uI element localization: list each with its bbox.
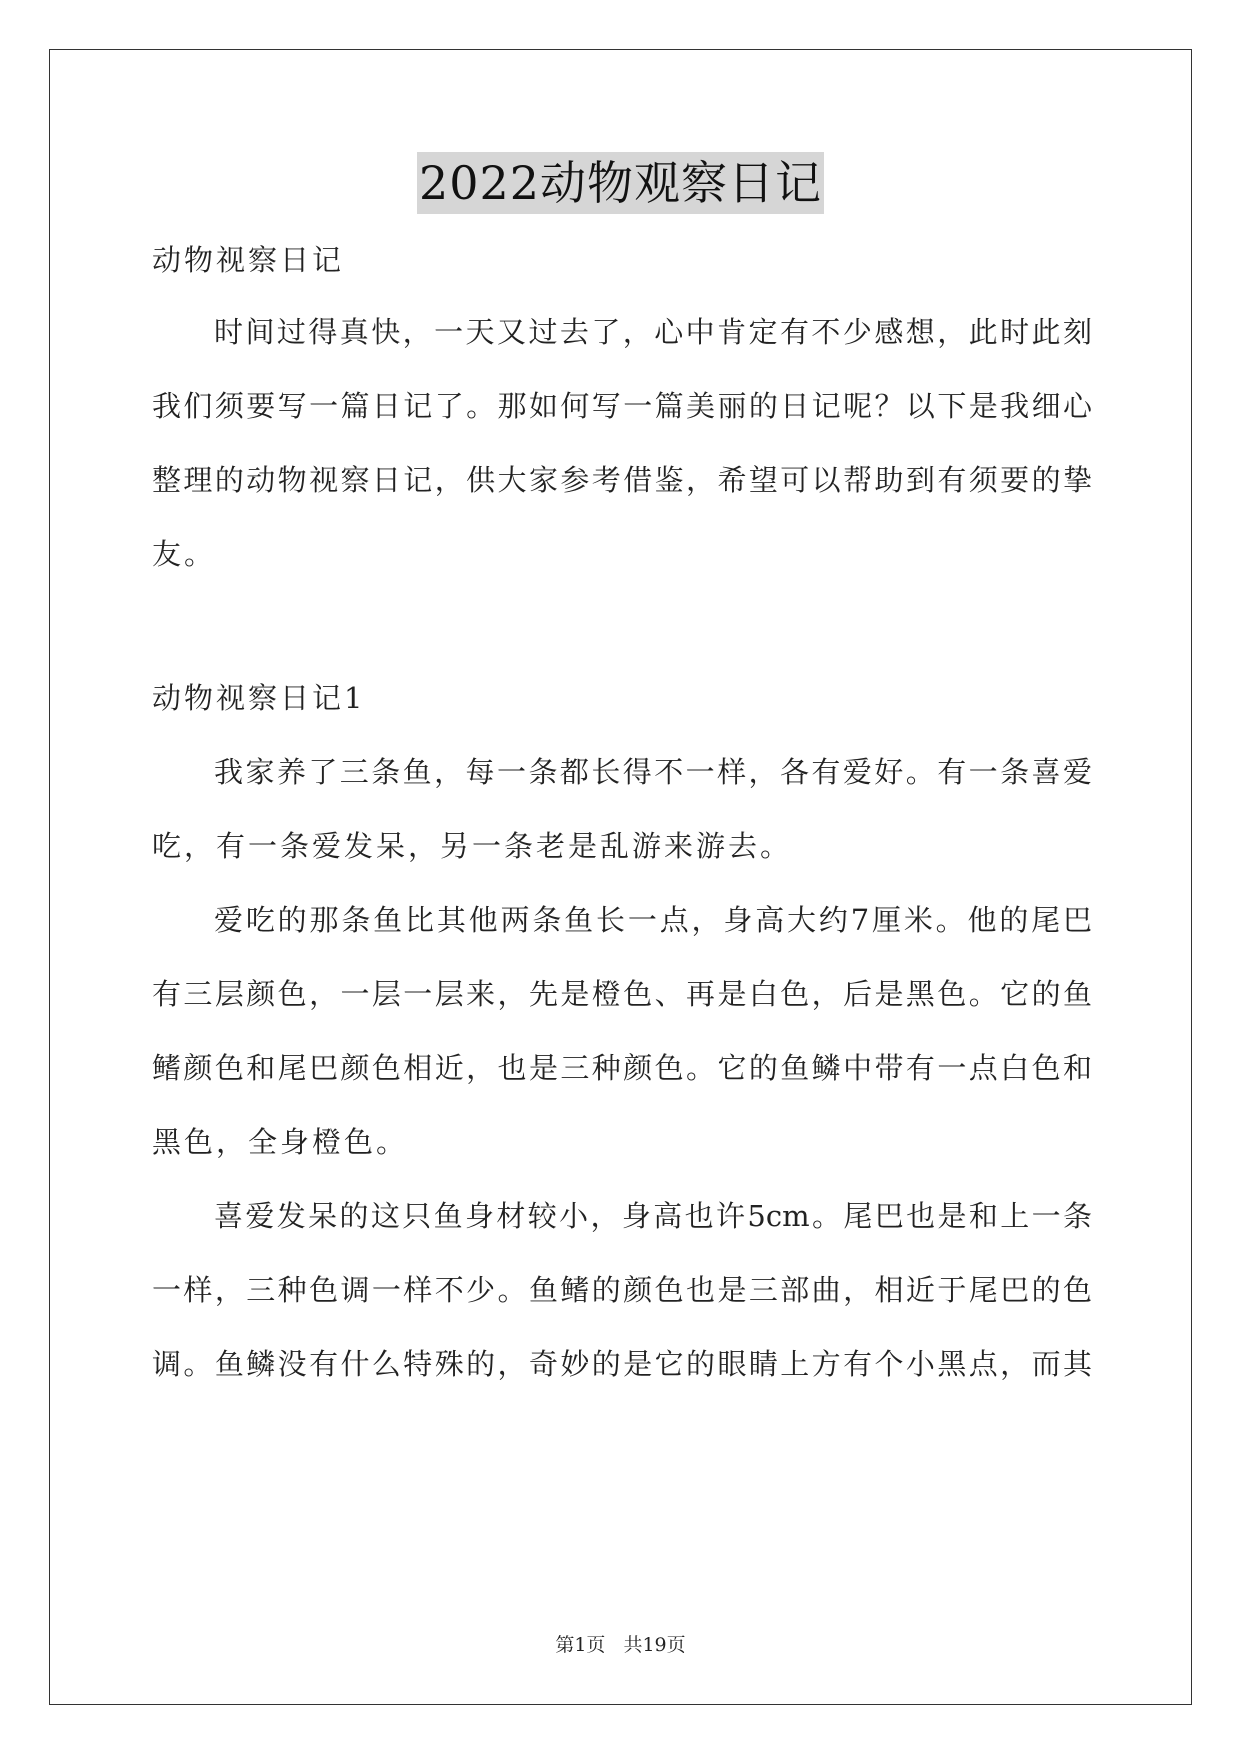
paragraph-line: 吃，有一条爱发呆，另一条老是乱游来游去。 [152, 829, 793, 863]
title-container [0, 152, 1241, 214]
paragraph-line: 爱吃的那条鱼比其他两条鱼长一点，身高大约7厘米。他的尾巴 [214, 903, 1092, 937]
page-total: 共19页 [623, 1634, 686, 1656]
page-number: 第1页 [555, 1634, 606, 1656]
paragraph-line: 鳍颜色和尾巴颜色相近，也是三种颜色。它的鱼鳞中带有一点白色和 [152, 1051, 1092, 1085]
paragraph-line: 有三层颜色，一层一层来，先是橙色、再是白色，后是黑色。它的鱼 [152, 977, 1092, 1011]
document-title: 2022动物观察日记 [417, 152, 824, 214]
section-heading-1: 动物视察日记1 [152, 681, 366, 715]
intro-line: 整理的动物视察日记，供大家参考借鉴，希望可以帮助到有须要的挚 [152, 463, 1092, 497]
intro-line: 我们须要写一篇日记了。那如何写一篇美丽的日记呢？以下是我细心 [152, 389, 1092, 423]
section-heading-intro: 动物视察日记 [152, 243, 345, 277]
page-border [49, 49, 1192, 1705]
paragraph-line: 黑色，全身橙色。 [152, 1125, 409, 1159]
paragraph-line: 调。鱼鳞没有什么特殊的，奇妙的是它的眼睛上方有个小黑点，而其 [152, 1347, 1092, 1381]
page-footer [0, 1630, 1241, 1657]
paragraph-line: 一样，三种色调一样不少。鱼鳍的颜色也是三部曲，相近于尾巴的色 [152, 1273, 1092, 1307]
paragraph-line: 喜爱发呆的这只鱼身材较小，身高也许5cm。尾巴也是和上一条 [214, 1199, 1092, 1233]
paragraph-line: 我家养了三条鱼，每一条都长得不一样，各有爱好。有一条喜爱 [214, 755, 1092, 789]
intro-line: 友。 [152, 537, 217, 571]
intro-line: 时间过得真快，一天又过去了，心中肯定有不少感想，此时此刻 [214, 315, 1092, 349]
